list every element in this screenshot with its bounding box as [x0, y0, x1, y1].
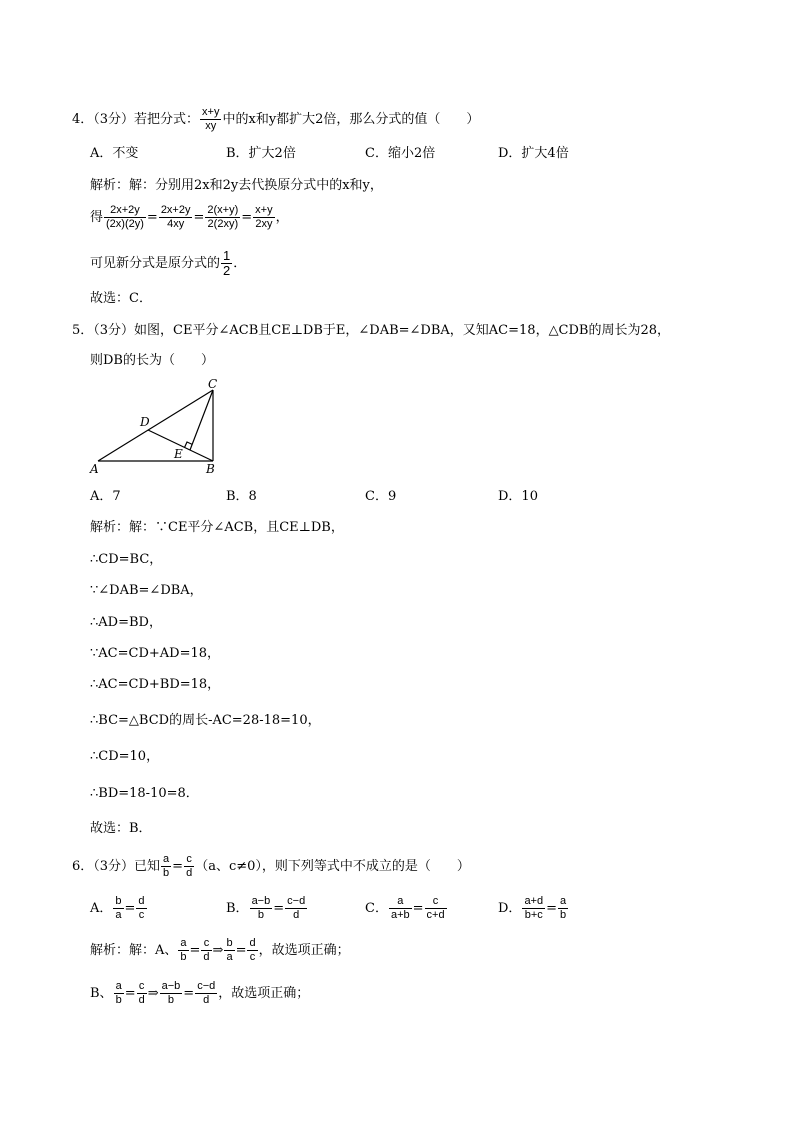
q4-stem-suffix: 中的x和y都扩大2倍，那么分式的值（ ）: [222, 112, 480, 127]
q5-option-a: A．7: [90, 489, 121, 504]
q4-option-b: B．扩大2倍: [226, 146, 296, 161]
q4-answer: 故选：C．: [90, 291, 152, 306]
q5-stem-line1: 5．（3分）如图，CE平分∠ACB且CE⊥DB于E，∠DAB=∠DBA，又知AC=18，△CDB的周长为28，: [72, 323, 671, 338]
q5-triangle-figure: [88, 376, 238, 476]
q6-option-a: A． $\frac{b}{a}$ = $\frac{d}{c}$: [90, 895, 145, 921]
q6-option-d: D． $\frac{a+d}{b+c}$ = $\frac{a}{b}$: [498, 895, 567, 921]
q5-step-5: ∵AC=CD+AD=18，: [90, 646, 221, 661]
q4-option-a: A．不变: [90, 146, 139, 161]
q5-option-d: D．10: [498, 489, 538, 504]
q4-frac-3: $\frac{2(x+y)}{2(2xy)}$: [207, 204, 239, 230]
q4-solution-line3: 可见新分式是原分式的 $\frac{1}{2}$ ．: [90, 248, 247, 278]
label-B: B: [206, 462, 215, 476]
q4-frac-4: $\frac{x+y}{2xy}$: [255, 204, 273, 230]
q5-option-c: C．9: [365, 489, 397, 504]
q4-stem-prefix: 4．（3分）若把分式：: [72, 112, 200, 127]
q5-step-8: ∴CD=10，: [90, 749, 160, 764]
implies-symbol: ⇒: [212, 943, 224, 958]
q4-sol2-prefix: 得: [90, 210, 104, 225]
segment-CE: [190, 390, 213, 450]
q4-option-c: C．缩小2倍: [365, 146, 436, 161]
label-E: E: [174, 447, 183, 461]
q5-stem-line2: 则DB的长为（ ）: [90, 353, 214, 368]
q4-option-d: D．扩大4倍: [498, 146, 569, 161]
q5-step-3: ∵∠DAB=∠DBA，: [90, 583, 203, 598]
q5-step-4: ∴AD=BD，: [90, 615, 162, 630]
q4-solution-line1: 解析：解：分别用2x和2y去代换原分式中的x和y，: [90, 178, 383, 193]
q6-stem-frac-left: $\frac{a}{b}$: [163, 853, 170, 879]
q4-stem: [72, 106, 479, 133]
q4-frac-half: $\frac{1}{2}$: [223, 248, 231, 278]
q5-step-6: ∴AC=CD+BD=18，: [90, 677, 221, 692]
q6-solution-b: B、 $\frac{a}{b}$ = $\frac{c}{d}$ ⇒ $\frac{a-b}{b}$ = $\frac{c-d}{d}$ ，故选项正确；: [90, 980, 310, 1006]
label-D: D: [140, 415, 150, 429]
q4-frac-2: $\frac{2x+2y}{4xy}$: [160, 204, 191, 230]
q5-step-1: 解析：解：∵CE平分∠ACB，且CE⊥DB，: [90, 520, 344, 535]
q6-stem: 6．（3分）已知 $\frac{a}{b}$ = $\frac{c}{d}$ （a、c≠0），则下列等式中不成立的是（ ）: [72, 853, 470, 879]
label-A: A: [90, 462, 99, 476]
segment-AC: [98, 390, 213, 461]
q6-solution-a: 解析：解：A、 $\frac{a}{b}$ = $\frac{c}{d}$ ⇒ $\frac{b}{a}$ = $\frac{d}{c}$ ，故选项正确；: [90, 937, 350, 963]
q6-option-c: C． $\frac{a}{a+b}$ = $\frac{c}{c+d}$: [365, 895, 445, 921]
implies-symbol: ⇒: [147, 986, 159, 1001]
q4-frac-1: $\frac{2x+2y}{(2x)(2y)}$: [106, 204, 144, 230]
q5-option-b: B．8: [226, 489, 257, 504]
q6-stem-frac-right: $\frac{c}{d}$: [186, 853, 193, 879]
label-C: C: [208, 377, 218, 391]
q4-frac-numerator: x+y: [202, 106, 220, 118]
q5-step-2: ∴CD=BC，: [90, 552, 163, 567]
q6-option-b: B． $\frac{a-b}{b}$ = $\frac{c-d}{d}$: [226, 895, 306, 921]
q4-stem-fraction: [200, 106, 221, 133]
q4-solution-line2: 得 $\frac{2x+2y}{(2x)(2y)}$ = $\frac{2x+2y}{4xy}$ = $\frac{2(x+y)}{2(2xy)}$ = $\frac{x+y}{2xy}$ ，: [90, 204, 289, 230]
q5-step-9: ∴BD=18-10=8．: [90, 786, 199, 801]
q5-answer: 故选：B．: [90, 821, 152, 836]
q4-frac-denominator: xy: [205, 120, 217, 132]
q5-step-7: ∴BC=△BCD的周长-AC=28-18=10，: [90, 713, 321, 728]
